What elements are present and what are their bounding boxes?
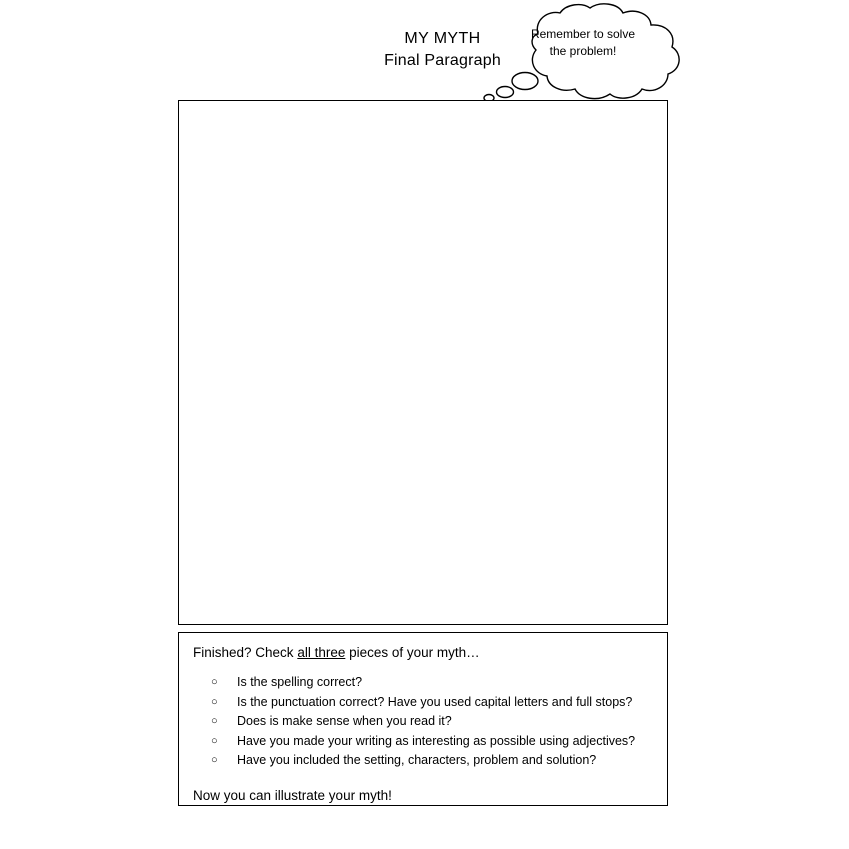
list-item-label: Does is make sense when you read it? [237,714,452,728]
checklist-items [189,674,657,772]
bullet-circle-icon: ○ [211,676,218,688]
bullet-circle-icon: ○ [211,734,218,747]
checklist-heading [193,645,657,660]
closing-instruction: Now you can illustrate your myth! [193,787,392,803]
list-item-label: Have you made your writing as interesting as possible using adjectives? [237,733,636,748]
checklist-heading-prefix: Finished? Check [193,645,298,660]
thought-bubble-text: Remember to solve the problem! [530,27,636,58]
list-item[interactable] [211,752,657,772]
checklist-panel [178,632,668,806]
list-item[interactable] [211,674,657,694]
list-item-label: Have you included the setting, characters, problem and solution? [237,753,597,767]
list-item[interactable] [211,713,657,733]
list-item-label: Is the punctuation correct? Have you used capital letters and full stops? [237,694,633,709]
myth-writing-area[interactable] [178,100,668,625]
list-item[interactable] [211,733,657,753]
list-item[interactable] [211,694,657,714]
bullet-circle-icon: ○ [211,754,218,766]
checklist-heading-suffix: pieces of your myth… [345,645,480,660]
bullet-circle-icon: ○ [211,695,218,708]
checklist-heading-emphasis: all three [297,645,346,660]
page-header [0,0,849,100]
page-title-line-1: MY MYTH [404,30,481,47]
page-title-line-2: Final Paragraph [384,51,501,69]
list-item-label: Is the spelling correct? [237,675,363,689]
bullet-circle-icon: ○ [211,715,218,727]
thought-bubble [478,2,703,107]
